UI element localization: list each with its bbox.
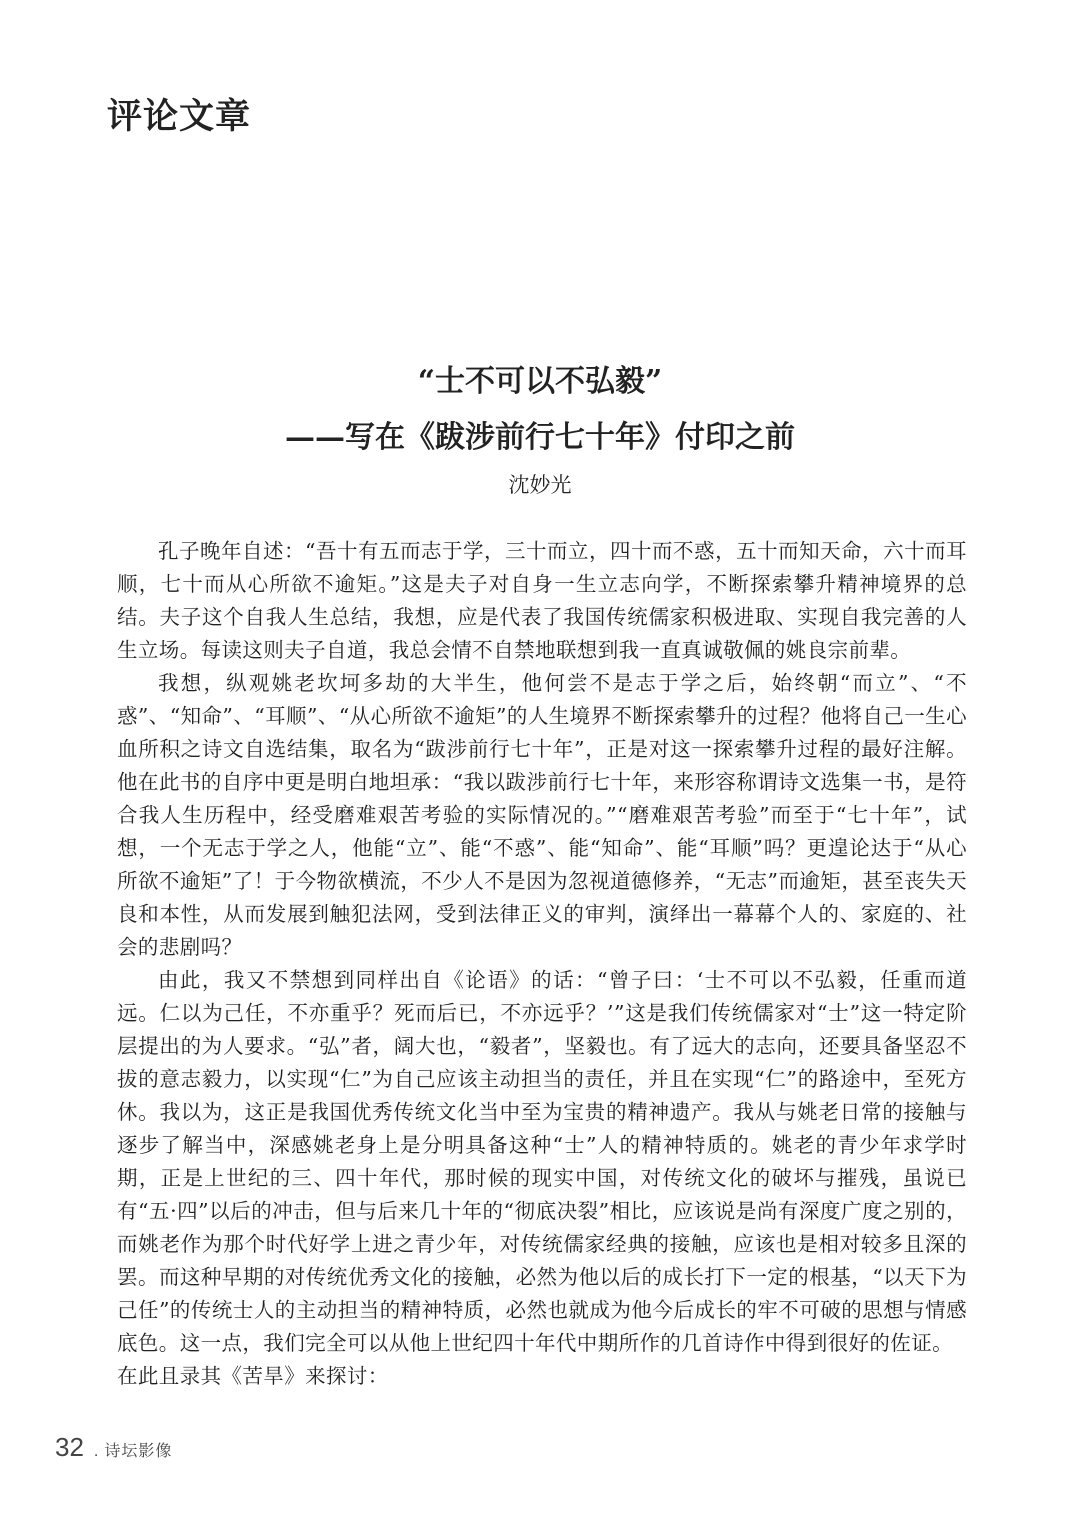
paragraph-1: 孔子晚年自述：“吾十有五而志于学，三十而立，四十而不惑，五十而知天命，六十而耳顺，七十而从心所欲不逾矩。”这是夫子对自身一生立志向学，不断探索攀升精神境界的总结。夫子这个自我人生总结，我想，应是代表了我国传统儒家积极进取、实现自我完善的人生立场。每读这则夫子自道，我总会情不自禁地联想到我一直真诚敬佩的姚良宗前辈。 <box>117 539 967 662</box>
page-footer <box>55 1432 172 1463</box>
article-title: “士不可以不弘毅” <box>417 364 663 399</box>
paragraph-3: 由此，我又不禁想到同样出自《论语》的话：“曾子曰：‘士不可以不弘毅，任重而道远。仁以为己任，不亦重乎？死而后已，不亦远乎？’”这是我们传统儒家对“士”这一特定阶层提出的为人要求。“弘”者，阔大也，“毅者”，坚毅也。有了远大的志向，还要具备坚忍不拔的意志毅力，以实现“仁”为自己应该主动担当的责任，并且在实现“仁”的路途中，至死方休。我以为，这正是我国优秀传统文化当中至为宝贵的精神遗产。我从与姚老日常的接触与逐步了解当中，深感姚老身上是分明具备这种“士”人的精神特质的。姚老的青少年求学时期，正是上世纪的三、四十年代，那时候的现实中国，对传统文化的破坏与摧残，虽说已有“五·四”以后的冲击，但与后来几十年的“彻底决裂”相比，应该说是尚有深度广度之别的，而姚老作为那个时代好学上进之青少年，对传统儒家经典的接触，应该也是相对较多且深的罢。而这种早期的对传统优秀文化的接触，必然为他以后的成长打下一定的根基，“以天下为己任”的传统士人的主动担当的精神特质，必然也就成为他今后成长的牢不可破的思想与情感底色。这一点，我们完全可以从他上世纪四十年代中期所作的几首诗作中得到很好的佐证。 <box>117 968 967 1355</box>
footer-separator: . <box>93 1443 99 1460</box>
paragraph-4: 在此且录其《苦旱》来探讨： <box>117 1364 389 1388</box>
section-heading: 评论文章 <box>107 96 252 137</box>
article-body <box>117 535 967 1393</box>
paragraph-2: 我想，纵观姚老坎坷多劫的大半生，他何尝不是志于学之后，始终朝“而立”、“不惑”、“知命”、“耳顺”、“从心所欲不逾矩”的人生境界不断探索攀升的过程？他将自己一生心血所积之诗文自选结集，取名为“跋涉前行七十年”，正是对这一探索攀升过程的最好注解。他在此书的自序中更是明白地坦承：“我以跋涉前行七十年，来形容称谓诗文选集一书，是符合我人生历程中，经受磨难艰苦考验的实际情况的。”“磨难艰苦考验”而至于“七十年”，试想，一个无志于学之人，他能“立”、能“不惑”、能“知命”、能“耳顺”吗？更遑论达于“从心所欲不逾矩”了！于今物欲横流，不少人不是因为忽视道德修养，“无志”而逾矩，甚至丧失天良和本性，从而发展到触犯法网，受到法律正义的审判，演绎出一幕幕个人的、家庭的、社会的悲剧吗？ <box>117 671 967 959</box>
article-author: 沈妙光 <box>508 473 572 497</box>
page-number: 32 <box>55 1432 84 1462</box>
article-subtitle: ——写在《跋涉前行七十年》付印之前 <box>285 420 795 455</box>
magazine-name: 诗坛影像 <box>104 1441 173 1460</box>
